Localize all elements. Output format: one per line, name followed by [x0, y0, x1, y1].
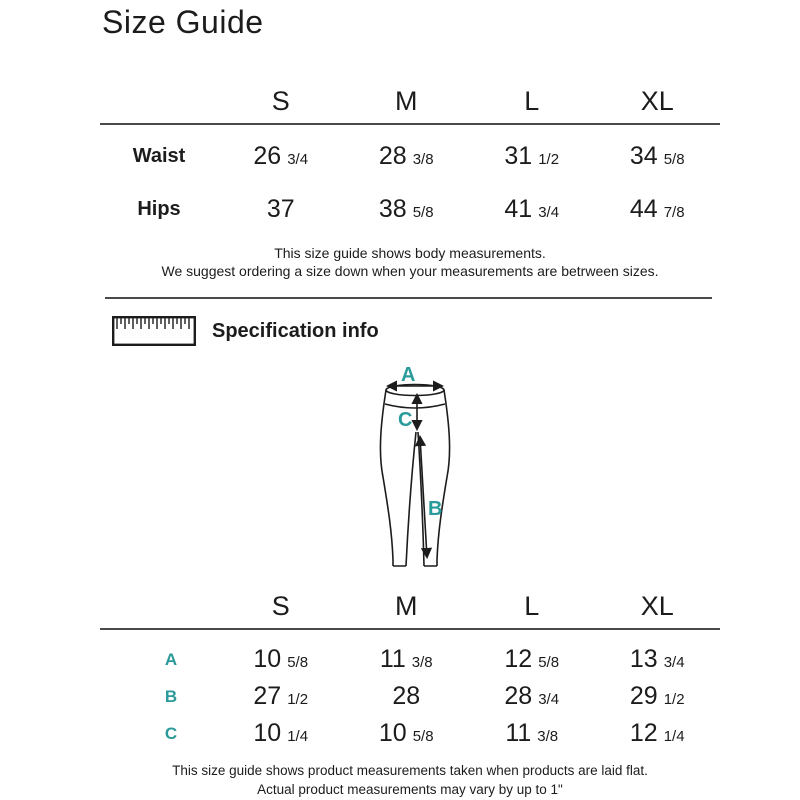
column-header-s: S — [271, 591, 290, 621]
leggings-diagram — [363, 360, 467, 575]
measurement-arrows — [388, 386, 442, 557]
column-header-xl: XL — [640, 591, 674, 621]
product-measurements-table — [100, 580, 720, 752]
cell-hips-l: 41 3/4 — [504, 195, 560, 223]
column-header-l: L — [524, 591, 540, 621]
cell-hips-s: 37 — [266, 195, 295, 223]
row-label-b: B — [164, 686, 178, 706]
ruler-icon — [112, 316, 196, 346]
cell-a-xl: 13 3/4 — [629, 645, 685, 673]
column-header-m: M — [395, 86, 418, 116]
cell-hips-m: 38 5/8 — [378, 195, 434, 223]
table-row-hips — [100, 183, 720, 236]
column-header-s: S — [271, 86, 290, 116]
cell-c-xl: 12 1/4 — [629, 719, 685, 747]
table-row-waist — [100, 130, 720, 183]
row-label-c: C — [164, 723, 178, 743]
product-table-header — [100, 580, 720, 630]
cell-waist-xl: 34 5/8 — [629, 142, 685, 170]
cell-b-s: 27 1/2 — [253, 682, 309, 710]
cell-waist-m: 28 3/8 — [378, 142, 434, 170]
product-table-body — [100, 630, 720, 752]
row-label-hips: Hips — [137, 198, 181, 220]
cell-b-m: 28 — [392, 682, 421, 710]
column-header-m: M — [395, 591, 418, 621]
corner-cell — [100, 622, 218, 628]
body-measurements-table — [100, 78, 720, 236]
cell-b-xl: 29 1/2 — [629, 682, 685, 710]
leggings-outline — [380, 385, 449, 567]
row-label-waist: Waist — [132, 145, 186, 167]
figure-label-c: C — [398, 409, 413, 431]
cell-a-m: 11 3/8 — [379, 645, 433, 673]
specification-heading: Specification info — [212, 319, 379, 342]
product-note-line1: This size guide shows product measurements taken when products are laid flat. — [172, 763, 648, 778]
table-row-b — [100, 678, 720, 715]
table-row-c — [100, 715, 720, 752]
figure-label-b: B — [428, 498, 443, 520]
cell-c-m: 10 5/8 — [378, 719, 434, 747]
row-label-a: A — [164, 649, 178, 669]
product-table-note — [60, 762, 760, 799]
specification-header — [112, 316, 379, 346]
cell-a-s: 10 5/8 — [253, 645, 309, 673]
product-note-line2: Actual product measurements may vary by up to 1" — [257, 781, 563, 797]
figure-label-a: A — [401, 364, 416, 386]
page-title: Size Guide — [102, 4, 264, 40]
body-table-body — [100, 125, 720, 236]
body-note-line2: We suggest ordering a size down when your measurements are betrween sizes. — [161, 263, 659, 279]
cell-waist-l: 31 1/2 — [504, 142, 560, 170]
corner-cell — [100, 117, 218, 123]
body-note-line1: This size guide shows body measurements. — [274, 245, 546, 261]
cell-a-l: 12 5/8 — [504, 645, 560, 673]
cell-hips-xl: 44 7/8 — [629, 195, 685, 223]
cell-waist-s: 26 3/4 — [253, 142, 309, 170]
cell-c-s: 10 1/4 — [253, 719, 309, 747]
cell-c-l: 11 3/8 — [505, 719, 559, 747]
cell-b-l: 28 3/4 — [504, 682, 560, 710]
body-table-header — [100, 78, 720, 125]
section-divider — [105, 297, 712, 299]
column-header-l: L — [524, 86, 540, 116]
column-header-xl: XL — [640, 86, 674, 116]
body-table-note — [60, 244, 760, 280]
table-row-a — [100, 641, 720, 678]
